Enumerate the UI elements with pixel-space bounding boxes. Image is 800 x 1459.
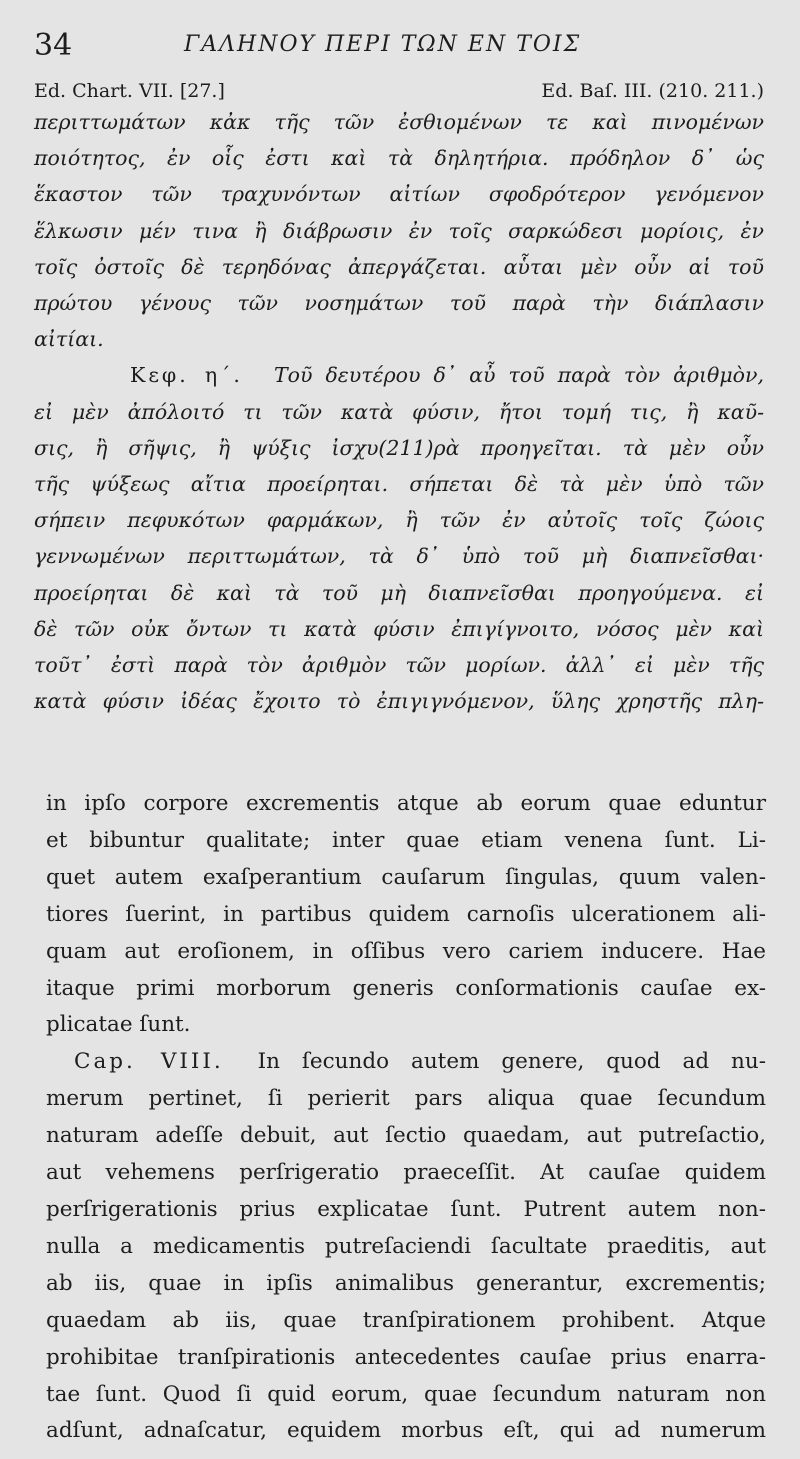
text-line: in ipſo corpore excrementis atque ab eorum quae eduntur [46, 791, 766, 816]
text-line [46, 1044, 766, 1081]
chapter-label: Κεφ. η΄. [130, 363, 243, 388]
edition-chart-reference: Ed. Chart. VII. [27.] [34, 80, 225, 102]
text-line: nulla a medicamentis putreſaciendi ſacultate praeditis, aut [46, 1233, 766, 1259]
text-line: tiores ſuerint, in partibus quidem carnoſis ulcerationem ali- [46, 901, 766, 927]
text-line: et bibuntur qualitate; inter quae etiam venena ſunt. Li- [46, 827, 766, 853]
text-line: perſrigerationis prius explicatae ſunt. Putrent autem non- [46, 1196, 766, 1222]
text-line: adſunt, adnaſcatur, equidem morbus eſt, qui ad numerum [46, 1418, 766, 1444]
text-line: κατὰ φύσιν ἰδέας ἔχοιτο τὸ ἐπιγιγνόμενον, ὕλης χρηστῆς πλη- [34, 689, 764, 714]
text-line: εἰ μὲν ἀπόλοιτό τι τῶν κατὰ φύσιν, ἤτοι τομή τις, ἢ καῦ- [34, 399, 764, 424]
text-line [34, 357, 764, 393]
edition-basel-reference: Ed. Baſ. III. (210. 211.) [541, 80, 764, 102]
text-line: merum pertinet, ſi perierit pars aliqua quae ſecundum [46, 1086, 766, 1112]
chapter-label: Cap. VIII. [74, 1049, 224, 1075]
text-line: τοῖς ὀστοῖς δὲ τερηδόνας ἀπεργάζεται. αὗται μὲν οὖν αἱ τοῦ [34, 254, 764, 279]
text-line: aut vehemens perſrigeratio praeceſſit. At cauſae quidem [46, 1160, 766, 1186]
text-line: ἕκαστον τῶν τραχυνόντων αἰτίων σφοδρότερον γενόμενον [34, 182, 764, 207]
text-line: quam aut eroſionem, in oſſibus vero cariem inducere. Hae [46, 938, 766, 964]
text-line: naturam adeſſe debuit, aut ſectio quaedam, aut putreſactio, [46, 1123, 766, 1149]
text-line: σήπειν πεφυκότων φαρμάκων, ἢ τῶν ἐν αὐτοῖς τοῖς ζώοις [34, 508, 764, 533]
text-line: αἰτίαι. [34, 327, 104, 352]
text-line: ἕλκωσιν μέν τινα ἢ διάβρωσιν ἐν τοῖς σαρκώδεσι μορίοις, ἐν [34, 218, 764, 243]
text-line: σις, ἢ σῆψις, ἢ ψύξις ἰσχυ(211)ρὰ προηγεῖται. τὰ μὲν οὖν [34, 435, 764, 460]
text-line: ab iis, quae in ipſis animalibus generantur, excrementis; [46, 1270, 766, 1296]
chapter-opening: Τοῦ δευτέρου δ᾽ αὖ τοῦ παρὰ τὸν ἀριθμὸν, [273, 363, 764, 388]
text-line: ποιότητος, ἐν οἷς ἐστι καὶ τὰ δηλητήρια. πρόδηλον δ᾽ ὡς [34, 146, 764, 171]
latin-text [46, 786, 766, 1450]
text-line: πρώτου γένους τῶν νοσημάτων τοῦ παρὰ τὴν διάπλασιν [34, 291, 764, 316]
running-title: ΓΑΛΗΝΟΥ ΠΕΡΙ ΤΩΝ ΕΝ ΤΟΙΣ [184, 32, 582, 57]
text-line: plicatae ſunt. [46, 1012, 191, 1038]
text-line: γεννωμένων περιττωμάτων, τὰ δ᾽ ὑπὸ τοῦ μὴ διαπνεῖσθαι· [34, 544, 764, 569]
text-line: δὲ τῶν οὐκ ὄντων τι κατὰ φύσιν ἐπιγίγνοιτο, νόσος μὲν καὶ [34, 616, 764, 641]
text-line: quaedam ab iis, quae tranſpirationem prohibent. Atque [46, 1307, 766, 1333]
text-line: τῆς ψύξεως αἴτια προείρηται. σήπεται δὲ τὰ μὲν ὑπὸ τῶν [34, 472, 764, 497]
text-line: προείρηται δὲ καὶ τὰ τοῦ μὴ διαπνεῖσθαι προηγούμενα. εἰ [34, 580, 764, 605]
page-number: 34 [34, 28, 73, 63]
text-line: tae ſunt. Quod ſi quid eorum, quae ſecundum naturam non [46, 1381, 766, 1407]
greek-text [34, 104, 764, 719]
page-header [34, 28, 764, 68]
text-line: prohibitae tranſpirationis antecedentes cauſae prius enarra- [46, 1344, 766, 1370]
chapter-opening: In ſecundo autem genere, quod ad nu- [257, 1049, 767, 1075]
text-line: quet autem exaſperantium cauſarum ſingulas, quum valen- [46, 864, 766, 890]
text-line: itaque primi morborum generis conſormationis cauſae ex- [46, 975, 766, 1001]
text-line: τοῦτ᾽ ἐστὶ παρὰ τὸν ἀριθμὸν τῶν μορίων. ἀλλ᾽ εἰ μὲν τῆς [34, 653, 764, 678]
text-line: περιττωμάτων κἀκ τῆς τῶν ἐσθιομένων τε καὶ πινομένων [34, 110, 764, 134]
